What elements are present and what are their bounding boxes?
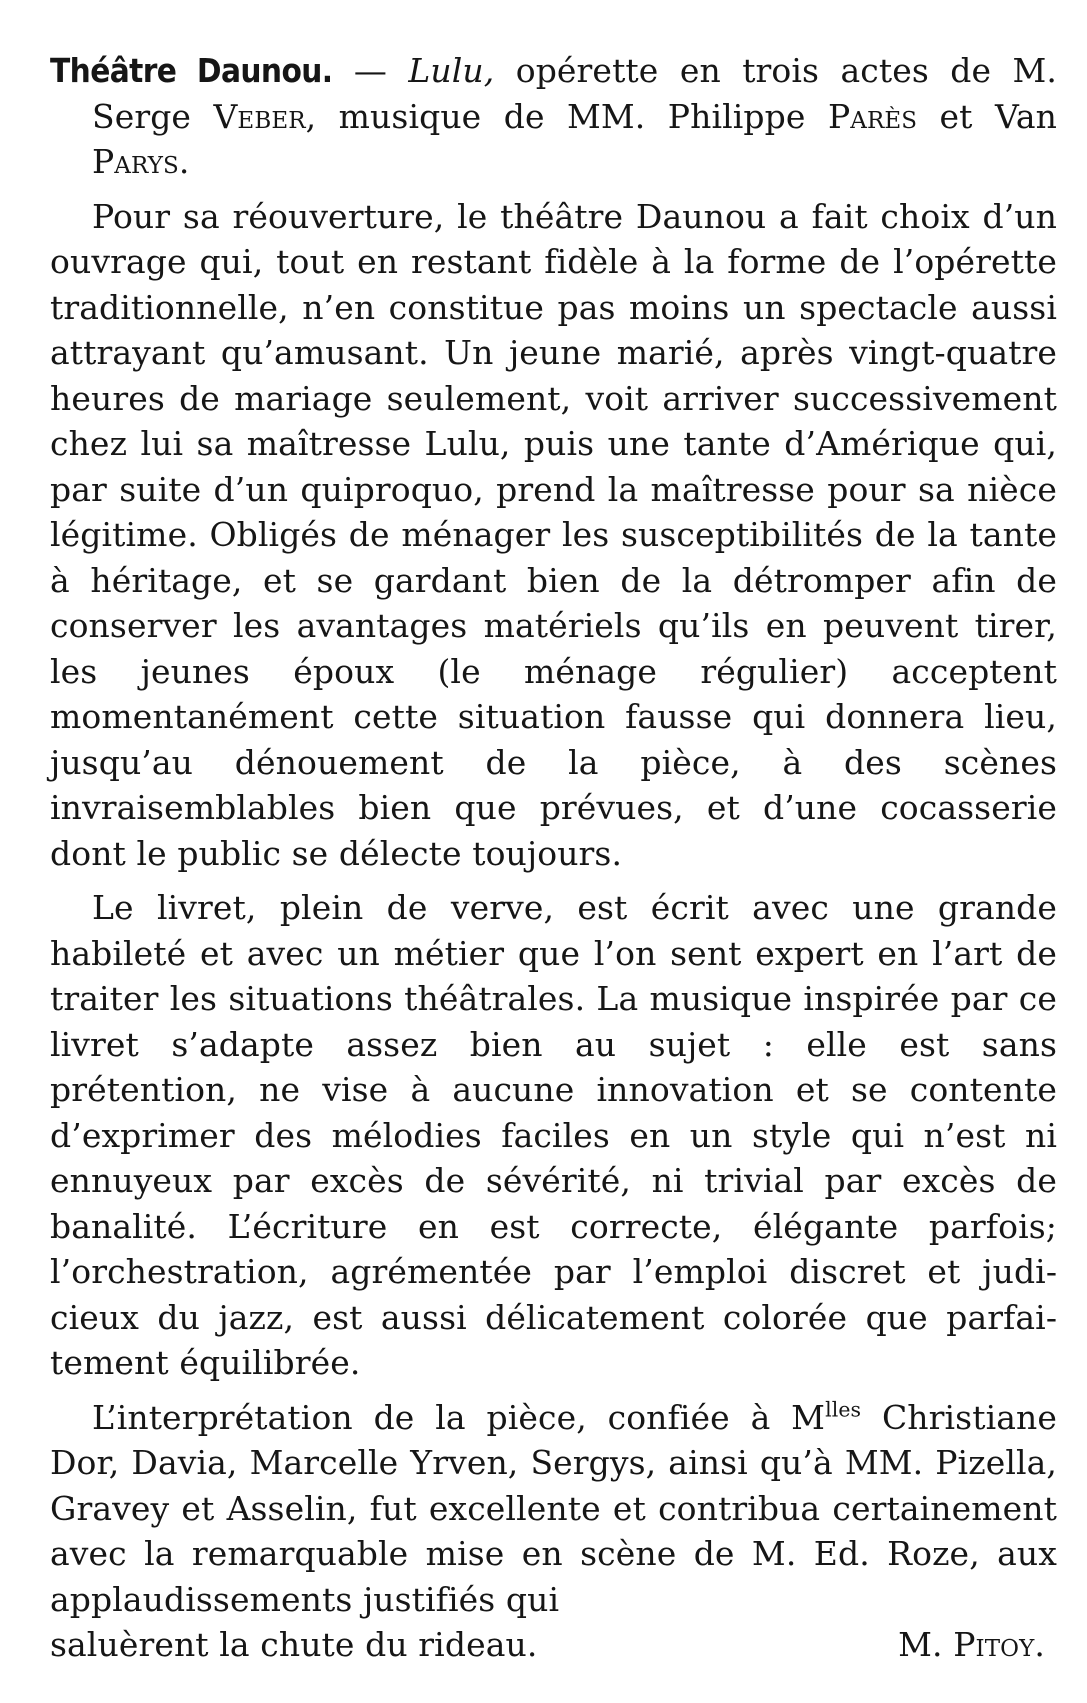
heading-dash: — (332, 51, 409, 90)
intro-text-c: et Van (917, 96, 1058, 136)
closing-text: saluèrent la chute du rideau. (50, 1625, 538, 1664)
intro-text-d: . (178, 142, 190, 181)
paragraph-plot: Pour sa réouverture, le théâtre Daunou a fait choix d’un ouvrage qui, tout en restant fidèle à la forme de l’opérette traditionnelle, n’en constitue pas moins un spectacle aussi attrayant qu’amusant. Un jeune marié, après vingt-quatre heures de mariage seulement, voit arriver successivement chez lui sa maîtresse Lulu, puis une tante d’Amérique qui, par suite d’un quiproquo, prend la maîtresse pour sa nièce légitime. Obligés de ménager les susceptibilités de la tante à héritage, et se gardant bien de la détromper afin de conserver les avantages matériels qu’ils en peuvent tirer, les jeunes époux (le ménage régulier) acceptent momentanément cette situation fausse qui donnera lieu, jusqu’au dénouement de la pièce, à des scènes invraisemblables bien que prévues, et d’une cocasserie dont le public se délecte toujours. (50, 196, 1057, 873)
cast-text-a: L’interprétation de la pièce, confiée à M (92, 1397, 826, 1437)
intro-text-b: , musique de MM. Philippe (305, 96, 828, 136)
intro-text-a: opérette en trois actes de M. Serge (92, 51, 1057, 136)
composer-name-2: Parys (92, 142, 179, 181)
signature (898, 1622, 1057, 1668)
cast-text-b: Christiane Dor, Davia, Marcelle Yrven, Sergys, ainsi qu’à MM. Pizella, Gravey et Asselin, fut excellente et contribua certainement avec la remarquable mise en scène de M. Ed. Roze, aux applaudissements justifiés qui (50, 1397, 1057, 1619)
paragraph-cast (50, 1395, 1057, 1623)
signature-initial: M. (898, 1625, 954, 1664)
play-title: Lulu, (408, 51, 495, 90)
closing-line (50, 1622, 1057, 1668)
superscript-lles: lles (825, 1396, 862, 1421)
paragraph-music: Le livret, plein de verve, est écrit avec une grande habileté et avec un métier que l’on sent expert en l’art de traiter les situations théâtrales. La musique inspirée par ce livret s’adapte assez bien au sujet : elle est sans prétention, ne vise à aucune innovation et se contente d’exprimer des mélodies faciles en un style qui n’est ni ennuyeux par excès de sévérité, ni trivial par excès de banalité. L’écriture en est correcte, élégante parfois; l’orchestration, agrémentée par l’emploi discret et judicieux du jazz, est aussi délicatement colorée que parfaitement équilibrée. (50, 888, 1057, 1382)
author-name: Veber (213, 96, 306, 136)
review-header (50, 48, 1057, 185)
signature-end: . (1034, 1625, 1045, 1664)
theatre-heading: Théâtre Daunou. (50, 51, 333, 90)
signature-surname: Pitoy (953, 1625, 1035, 1664)
composer-name-1: Parès (827, 96, 918, 136)
